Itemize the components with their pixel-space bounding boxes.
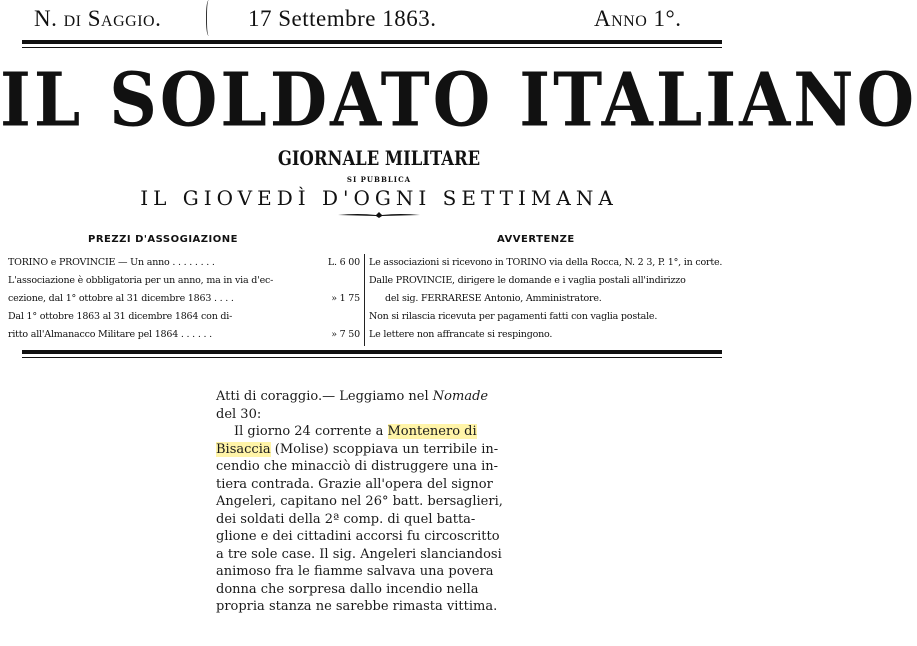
masthead-subtitle: GIORNALE MILITARE <box>277 146 481 170</box>
article-line <box>216 458 544 476</box>
article-line <box>216 423 544 441</box>
price-row-text: Dal 1° ottobre 1863 al 31 dicembre 1864 con di- <box>8 311 233 322</box>
header-handwriting-mark <box>206 0 213 36</box>
price-row-text: L'associazione è obbligatoria per un anno, ma in via d'ec- <box>8 275 274 286</box>
top-rule-thin <box>22 47 722 48</box>
price-row-text: ritto all'Almanacco Militare pel 1864 . . . . . . <box>8 329 212 340</box>
article-line-text: Il giorno 24 corrente a <box>234 424 388 439</box>
notice-row: Le associazioni si ricevono in TORINO via della Rocca, N. 2 3, P. 1°, in corte. <box>369 257 723 268</box>
price-row <box>8 329 360 340</box>
price-row-text: TORINO e PROVINCIE — Un anno . . . . . . . . <box>8 257 215 268</box>
issue-date: 17 Settembre 1863. <box>248 6 437 31</box>
prices-heading: PREZZI D'ASSOGIAZIONE <box>88 234 238 245</box>
notice-row: Le lettere non affrancate si respingono. <box>369 329 553 340</box>
price-row-text: cezione, dal 1° ottobre al 31 dicembre 1863 . . . . <box>8 293 234 304</box>
top-rule-thick <box>22 40 722 44</box>
price-value: L. 6 00 <box>327 257 360 268</box>
masthead-title: IL SOLDATO ITALIANO <box>0 56 917 144</box>
notices-heading: AVVERTENZE <box>497 234 575 245</box>
article-line <box>216 441 544 459</box>
article-line-text: a tre sole case. Il sig. Angeleri slanciandosi <box>216 546 502 562</box>
article-line-text: dei soldati della 2ª comp. di quel batta- <box>216 511 476 527</box>
article-line <box>216 581 544 599</box>
bottom-rule-thin <box>22 357 722 358</box>
article-line-text: (Molise) scoppiava un terribile in- <box>270 441 499 457</box>
price-row <box>8 257 360 268</box>
article-line-text: tiera contrada. Grazie all'opera del signor <box>216 476 493 492</box>
issue-label: N. di Saggio. <box>34 6 162 31</box>
bottom-rule-thick <box>22 350 722 354</box>
column-divider <box>364 254 365 346</box>
article-line <box>216 476 544 494</box>
article-line <box>216 511 544 529</box>
price-row <box>8 293 360 304</box>
published-label: SI PUBBLICA <box>346 175 412 184</box>
article-line-text: cendio che minacciò di distruggere una in- <box>216 459 499 474</box>
article <box>216 388 544 616</box>
article-line <box>216 546 544 564</box>
article-line-text: Angeleri, capitano nel 26° batt. bersaglieri, <box>216 494 503 509</box>
article-heading-line <box>216 388 544 406</box>
article-line-text: glione e dei cittadini accorsi fu circoscritto <box>216 529 500 544</box>
highlighted-place-name: Bisaccia <box>216 441 271 457</box>
article-line <box>216 528 544 546</box>
article-line-text: animoso fra le fiamme salvava una povera <box>216 564 494 579</box>
article-body <box>216 423 544 616</box>
article-line <box>216 493 544 511</box>
article-line-text: propria stanza ne sarebbe rimasta vittima. <box>216 599 498 614</box>
article-line <box>216 598 544 616</box>
highlighted-place-name: Montenero di <box>387 424 477 439</box>
ornament-divider <box>338 212 420 218</box>
price-row <box>8 311 360 322</box>
notice-row: Dalle PROVINCIE, dirigere le domande e i vaglia postali all'indirizzo <box>369 275 686 286</box>
price-value: » 7 50 <box>331 329 360 340</box>
article-line <box>216 563 544 581</box>
notice-row: Non si rilascia ricevuta per pagamenti fatti con vaglia postale. <box>369 311 658 322</box>
article-intro: — Leggiamo nel <box>322 389 429 404</box>
article-intro-end: del 30: <box>216 406 262 422</box>
notice-row: del sig. FERRARESE Antonio, Amministratore. <box>385 293 602 304</box>
year-label: Anno 1°. <box>594 6 682 31</box>
article-source: Nomade <box>432 389 489 404</box>
publication-frequency: IL GIOVEDÌ D'OGNI SETTIMANA <box>140 186 618 210</box>
price-row <box>8 275 360 286</box>
article-line-text: donna che sorpresa dallo incendio nella <box>216 581 479 597</box>
article-title: Atti di coraggio. <box>216 389 323 404</box>
price-value: » 1 75 <box>331 293 360 304</box>
